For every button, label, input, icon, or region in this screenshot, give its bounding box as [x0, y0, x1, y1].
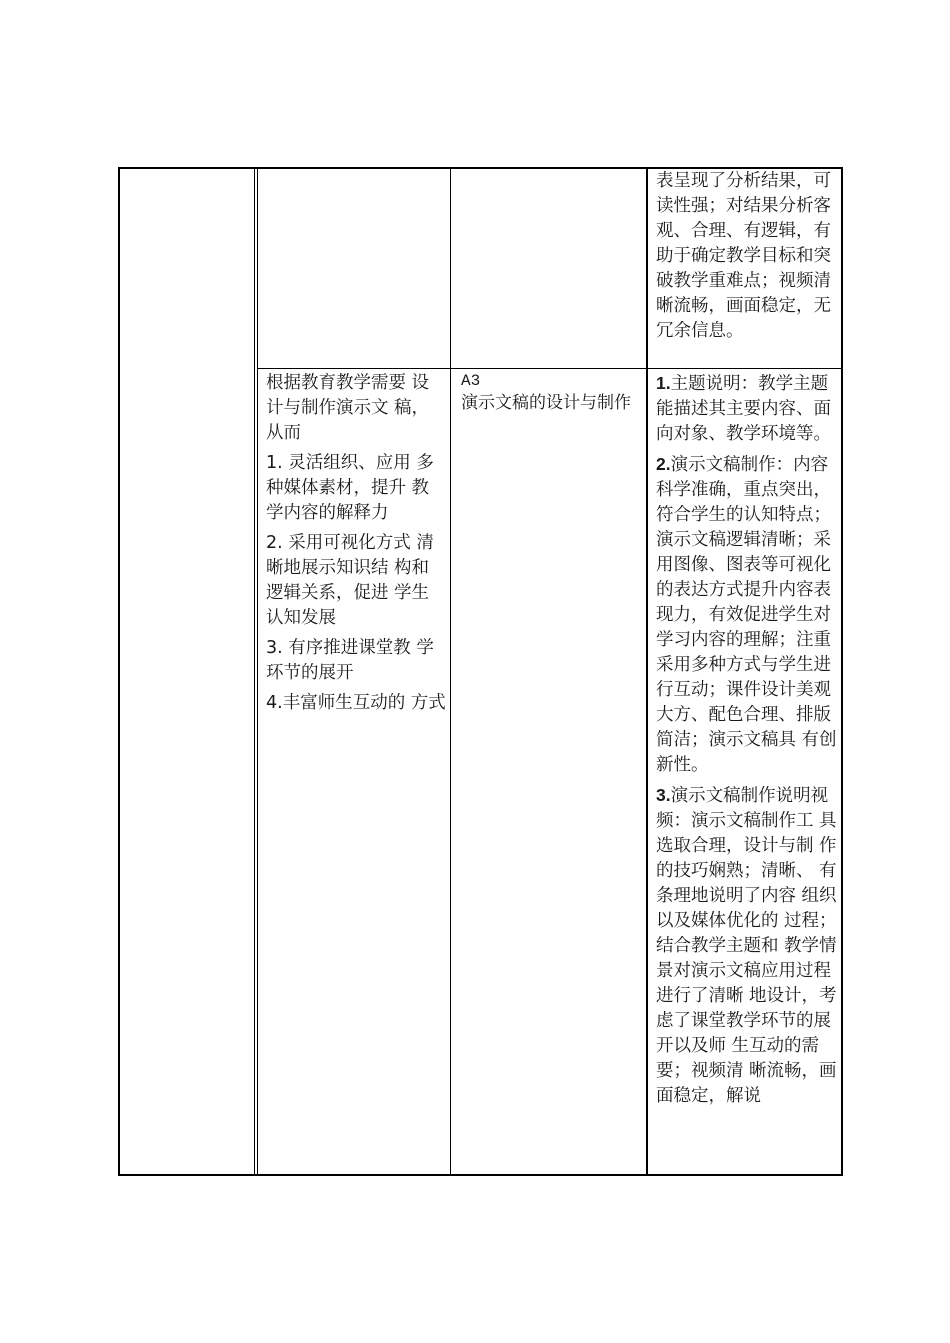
- table-row-divider: [257, 368, 843, 369]
- table-col-divider-1: [254, 167, 255, 1176]
- goal-item-text: 灵活组织、应用 多种媒体素材，提升 教学内容的解释力: [266, 453, 434, 523]
- goal-cell: [266, 371, 446, 721]
- criteria-item-number: 2.: [656, 454, 671, 474]
- goal-item-number: 3.: [266, 638, 283, 658]
- criteria-item: [656, 371, 841, 447]
- table-border-bottom: [118, 1174, 843, 1176]
- goal-intro: 根据教育教学需要 设计与制作演示文 稿，从而: [266, 373, 430, 443]
- criteria-cell: [656, 371, 841, 1114]
- goal-item-number: 1.: [266, 453, 283, 473]
- criteria-item: [656, 452, 841, 778]
- criteria-item: [656, 783, 841, 1109]
- table-col-divider-3: [646, 167, 648, 1176]
- table-col-divider-1b: [257, 167, 258, 1176]
- ability-cell: [461, 371, 641, 414]
- criteria-item-text: 主题说明：教学主题 能描述其主要内容、面向对象、教学环境等。: [656, 374, 831, 444]
- ability-code: A3: [461, 372, 481, 390]
- goal-item-number: 4.: [266, 693, 283, 713]
- criteria-cell-continued: [656, 169, 838, 344]
- criteria-continued-text: 表呈现了分析结果，可读性强；对结果分析客观、合理、有逻辑，有助于确定教学目标和突破教学重难点；视频清晰流畅，画面稳定，无冗余信息。: [656, 171, 831, 341]
- ability-name: 演示文稿的设计与制作: [461, 393, 631, 413]
- goal-item: [266, 531, 446, 631]
- goal-item-number: 2.: [266, 533, 283, 553]
- table-col-divider-2: [450, 167, 451, 1176]
- criteria-item-text: 演示文稿制作说明视频：演示文稿制作工 具选取合理，设计与制 作的技巧娴熟；清晰、 有条理地说明了内容 组织以及媒体优化的 过程；结合教学主题和 教学情景对演示文稿应用过程进行了清晰 地设计，考虑了课堂教学环节的展开以及师 生互动的需要；视频清 晰流畅，画面稳定，解说: [656, 786, 837, 1106]
- goal-item-text: 丰富师生互动的 方式: [282, 693, 446, 713]
- goal-item-text: 采用可视化方式 清晰地展示知识结 构和逻辑关系，促进 学生认知发展: [266, 533, 434, 628]
- goal-item: [266, 636, 446, 686]
- table-border-right: [841, 167, 843, 1176]
- criteria-item-text: 演示文稿制作：内容 科学准确，重点突出，符合学生的认知特点；演示文稿逻辑清晰；采用图像、图表等可视化的表达方式提升内容表现力，有效促进学生对学习内容的理解；注重采用多种方式与学生进行互动；课件设计美观大方、配色合理、排版简洁；演示文稿具 有创新性。: [656, 455, 837, 775]
- criteria-item-number: 1.: [656, 373, 671, 393]
- goal-item-text: 有序推进课堂教 学环节的展开: [266, 638, 434, 683]
- table-border-left: [118, 167, 120, 1176]
- goal-item: [266, 451, 446, 526]
- criteria-item-number: 3.: [656, 785, 671, 805]
- goal-item: [266, 691, 446, 716]
